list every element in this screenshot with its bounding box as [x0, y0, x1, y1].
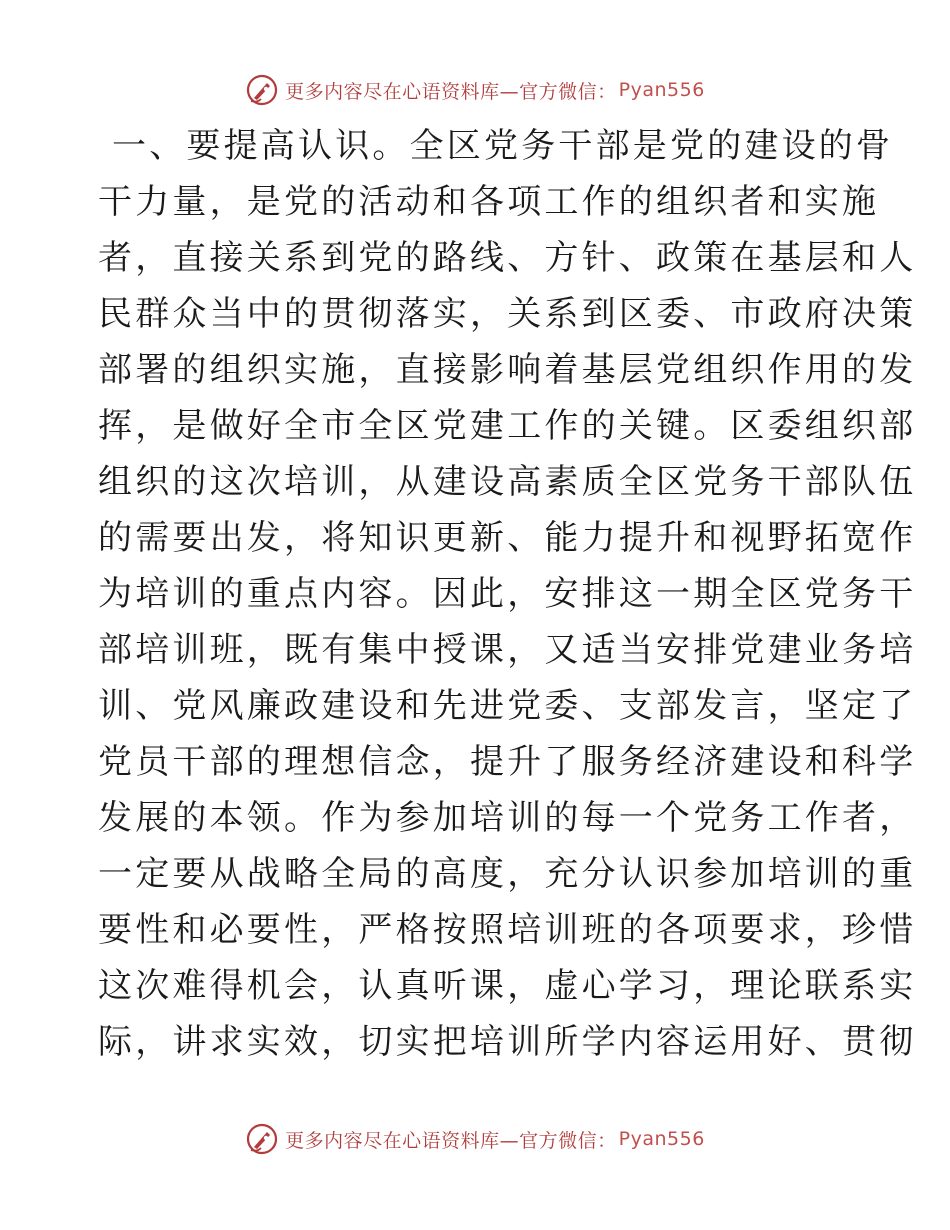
paragraph-line: 一定要从战略全局的高度，充分认识参加培训的重: [98, 854, 917, 894]
watermark-wechat-id: Pyan556: [618, 1128, 705, 1150]
paragraph-line: 挥，是做好全市全区党建工作的关键。区委组织部: [98, 406, 917, 446]
paragraph-line: 为培训的重点内容。因此，安排这一期全区党务干: [98, 574, 917, 614]
paragraph-line: 际，讲求实效，切实把培训所学内容运用好、贯彻: [98, 1022, 917, 1062]
pen-circle-logo-icon: [245, 73, 279, 107]
pen-circle-logo-icon: [245, 1122, 279, 1156]
footer-watermark: [0, 1119, 950, 1159]
document-paragraph: [98, 118, 917, 1070]
paragraph-line: 这次难得机会，认真听课，虚心学习，理论联系实: [98, 966, 917, 1006]
watermark-text: 更多内容尽在心语资料库—官方微信：: [285, 80, 617, 103]
paragraph-line: 党员干部的理想信念，提升了服务经济建设和科学: [98, 742, 917, 782]
watermark-text: 更多内容尽在心语资料库—官方微信：: [285, 1129, 617, 1152]
paragraph-line: 要性和必要性，严格按照培训班的各项要求，珍惜: [98, 910, 917, 950]
paragraph-line: 民群众当中的贯彻落实，关系到区委、市政府决策: [98, 294, 917, 334]
watermark-wechat-id: Pyan556: [618, 79, 705, 101]
paragraph-line: 的需要出发，将知识更新、能力提升和视野拓宽作: [98, 518, 917, 558]
paragraph-line: 组织的这次培训，从建设高素质全区党务干部队伍: [98, 462, 917, 502]
paragraph-line: 一、要提高认识。全区党务干部是党的建设的骨: [112, 126, 894, 166]
paragraph-line: 干力量，是党的活动和各项工作的组织者和实施: [98, 182, 880, 222]
paragraph-line: 部署的组织实施，直接影响着基层党组织作用的发: [98, 350, 917, 390]
paragraph-line: 者，直接关系到党的路线、方针、政策在基层和人: [98, 238, 917, 278]
paragraph-line: 部培训班，既有集中授课，又适当安排党建业务培: [98, 630, 917, 670]
paragraph-line: 发展的本领。作为参加培训的每一个党务工作者，: [98, 798, 917, 838]
paragraph-line: 训、党风廉政建设和先进党委、支部发言，坚定了: [98, 686, 917, 726]
header-watermark: [0, 70, 950, 110]
